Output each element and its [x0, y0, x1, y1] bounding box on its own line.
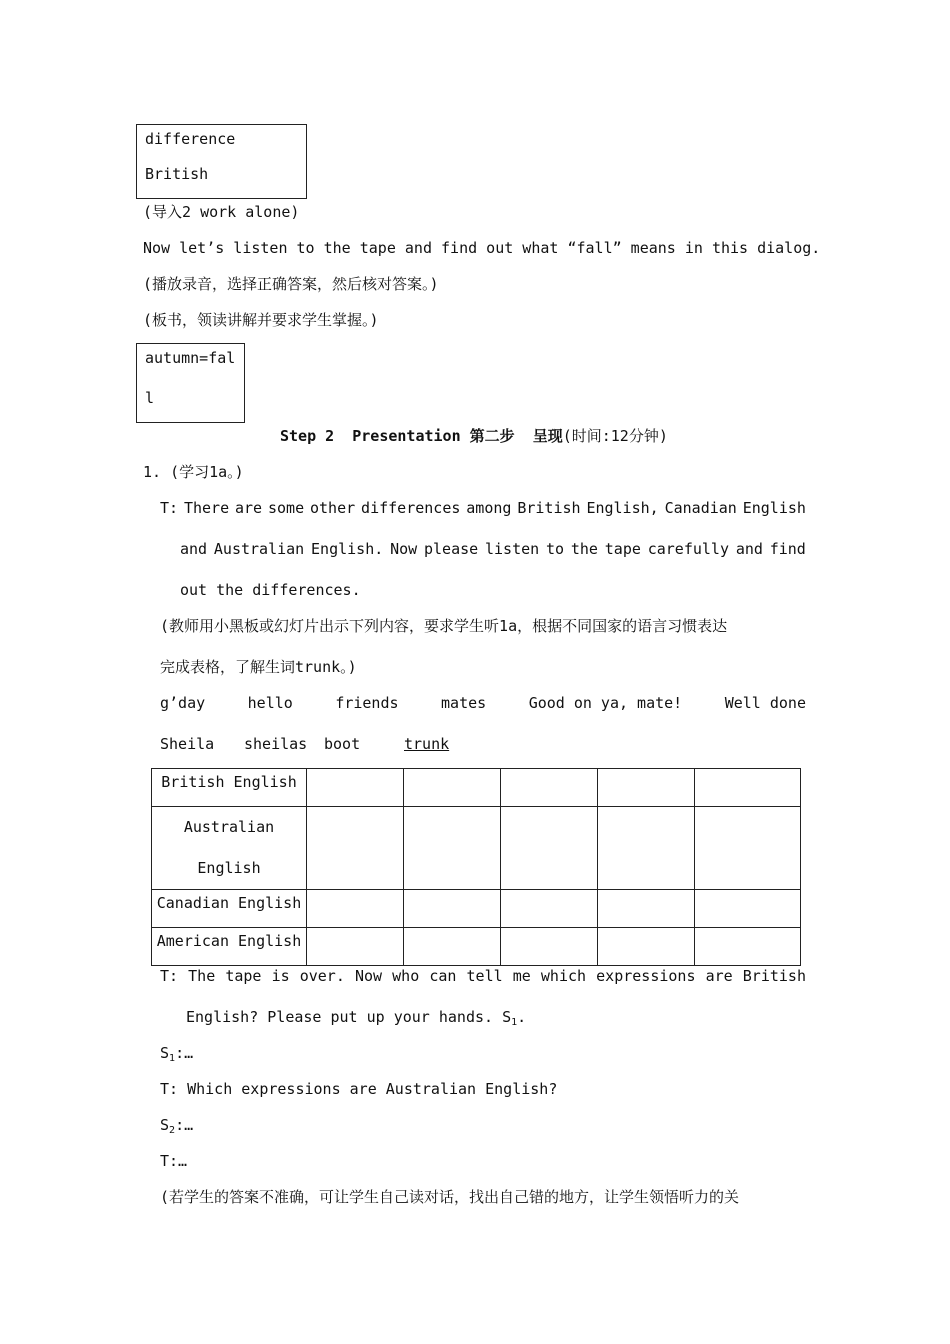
word: British — [742, 967, 806, 985]
table-cell — [695, 807, 801, 890]
word: among — [466, 499, 512, 517]
table-cell — [404, 807, 501, 890]
teacher-line-4 — [160, 966, 806, 986]
word: expressions — [596, 967, 696, 985]
teacher-line-1 — [160, 498, 806, 518]
word: There — [183, 499, 230, 517]
table-cell — [695, 769, 801, 807]
word-item: boot — [324, 735, 361, 753]
word-row-2 — [160, 734, 449, 754]
word: and — [180, 540, 208, 558]
word: T: — [160, 967, 179, 985]
word: Australian — [213, 540, 305, 558]
word: T: — [160, 499, 179, 517]
table-cell — [501, 928, 598, 966]
word: over. — [299, 967, 345, 985]
word: me — [512, 967, 531, 985]
word-item: sheilas — [244, 735, 308, 753]
listen-instruction: Now let’s listen to the tape and find out what “fall” means in this dialog. — [143, 239, 821, 257]
word: which — [540, 967, 587, 985]
word: English, — [586, 499, 659, 517]
vocab-autumn-line1: autumn=fal — [145, 349, 236, 367]
final-note: (若学生的答案不准确，可让学生自己读对话，找出自己错的地方，让学生领悟听力的关 — [160, 1188, 740, 1206]
table-row — [152, 928, 801, 966]
table-cell — [598, 769, 695, 807]
row-header: Australian English — [152, 807, 307, 890]
word-item-underlined: trunk — [404, 735, 450, 753]
table-cell — [598, 928, 695, 966]
table-cell — [307, 928, 404, 966]
word: tape — [225, 967, 262, 985]
word-item: hello — [247, 694, 293, 712]
table-cell — [501, 890, 598, 928]
table-row — [152, 769, 801, 807]
table-cell — [501, 807, 598, 890]
student-2-line: $S_2:\dots$ — [160, 1116, 194, 1136]
table-cell — [598, 890, 695, 928]
word: English — [742, 499, 806, 517]
table-cell — [695, 928, 801, 966]
word: other — [310, 499, 356, 517]
table-cell — [307, 769, 404, 807]
intro-note: (导入2 work alone) — [143, 203, 300, 221]
word: Canadian — [664, 499, 737, 517]
teacher-line-3: out the differences. — [180, 581, 361, 599]
word: differences — [361, 499, 461, 517]
word: to — [546, 540, 565, 558]
word: Now — [354, 967, 383, 985]
step-heading — [280, 426, 668, 446]
word: British — [517, 499, 581, 517]
table-cell — [404, 769, 501, 807]
teacher-line-6: T:… — [160, 1152, 188, 1170]
vocab-box-2 — [136, 343, 245, 423]
step-time: (时间:12分钟) — [562, 427, 668, 445]
word: carefully — [647, 540, 729, 558]
word-row-1 — [160, 693, 806, 713]
word-item: Well done — [724, 694, 806, 712]
word: please — [424, 540, 479, 558]
row-header: American English — [152, 928, 307, 966]
word: are — [235, 499, 263, 517]
word-item: Good on ya, mate! — [528, 694, 683, 712]
word: Now — [390, 540, 418, 558]
word: find — [769, 540, 806, 558]
step-title: Step 2 Presentation 第二步 呈现 — [280, 427, 563, 445]
word: is — [271, 967, 290, 985]
table-cell — [598, 807, 695, 890]
board-note: (板书，领读讲解并要求学生掌握。) — [143, 311, 379, 329]
word-item: mates — [441, 694, 487, 712]
word: are — [705, 967, 733, 985]
table-row — [152, 890, 801, 928]
teacher-line-2 — [180, 539, 806, 559]
teacher-question: T: Which expressions are Australian English? — [160, 1080, 558, 1098]
teacher-note-line-1: (教师用小黑板或幻灯片出示下列内容，要求学生听1a，根据不同国家的语言习惯表达 — [160, 617, 728, 635]
table-cell — [501, 769, 598, 807]
table-cell — [695, 890, 801, 928]
word-item: friends — [335, 694, 399, 712]
item-1-heading: 1. (学习1a。) — [143, 463, 244, 481]
vocab-word-british: British — [145, 165, 209, 183]
table-cell — [307, 807, 404, 890]
english-varieties-table — [151, 768, 801, 966]
table-cell — [404, 928, 501, 966]
word: who — [392, 967, 420, 985]
vocab-autumn-line2: l — [145, 389, 155, 407]
word: and — [735, 540, 763, 558]
teacher-note-line-2: 完成表格，了解生词trunk。) — [160, 658, 357, 676]
teacher-line-5: English? Please put up your hands. $S_1$. — [186, 1008, 527, 1028]
word: the — [570, 540, 598, 558]
word-item: Sheila — [160, 735, 215, 753]
vocab-word-difference: difference — [145, 130, 236, 148]
word: The — [188, 967, 216, 985]
row-header: Canadian English — [152, 890, 307, 928]
word: some — [267, 499, 305, 517]
table-row — [152, 807, 801, 890]
word: listen — [485, 540, 540, 558]
word: tape — [604, 540, 641, 558]
word: English. — [311, 540, 384, 558]
vocab-box-1 — [136, 124, 307, 199]
student-1-line: $S_1:\dots$ — [160, 1044, 194, 1064]
table-cell — [307, 890, 404, 928]
play-note: (播放录音，选择正确答案，然后核对答案。) — [143, 275, 439, 293]
word: can — [429, 967, 457, 985]
table-cell — [404, 890, 501, 928]
word: tell — [466, 967, 503, 985]
word-item: g’day — [160, 694, 206, 712]
row-header: British English — [152, 769, 307, 807]
